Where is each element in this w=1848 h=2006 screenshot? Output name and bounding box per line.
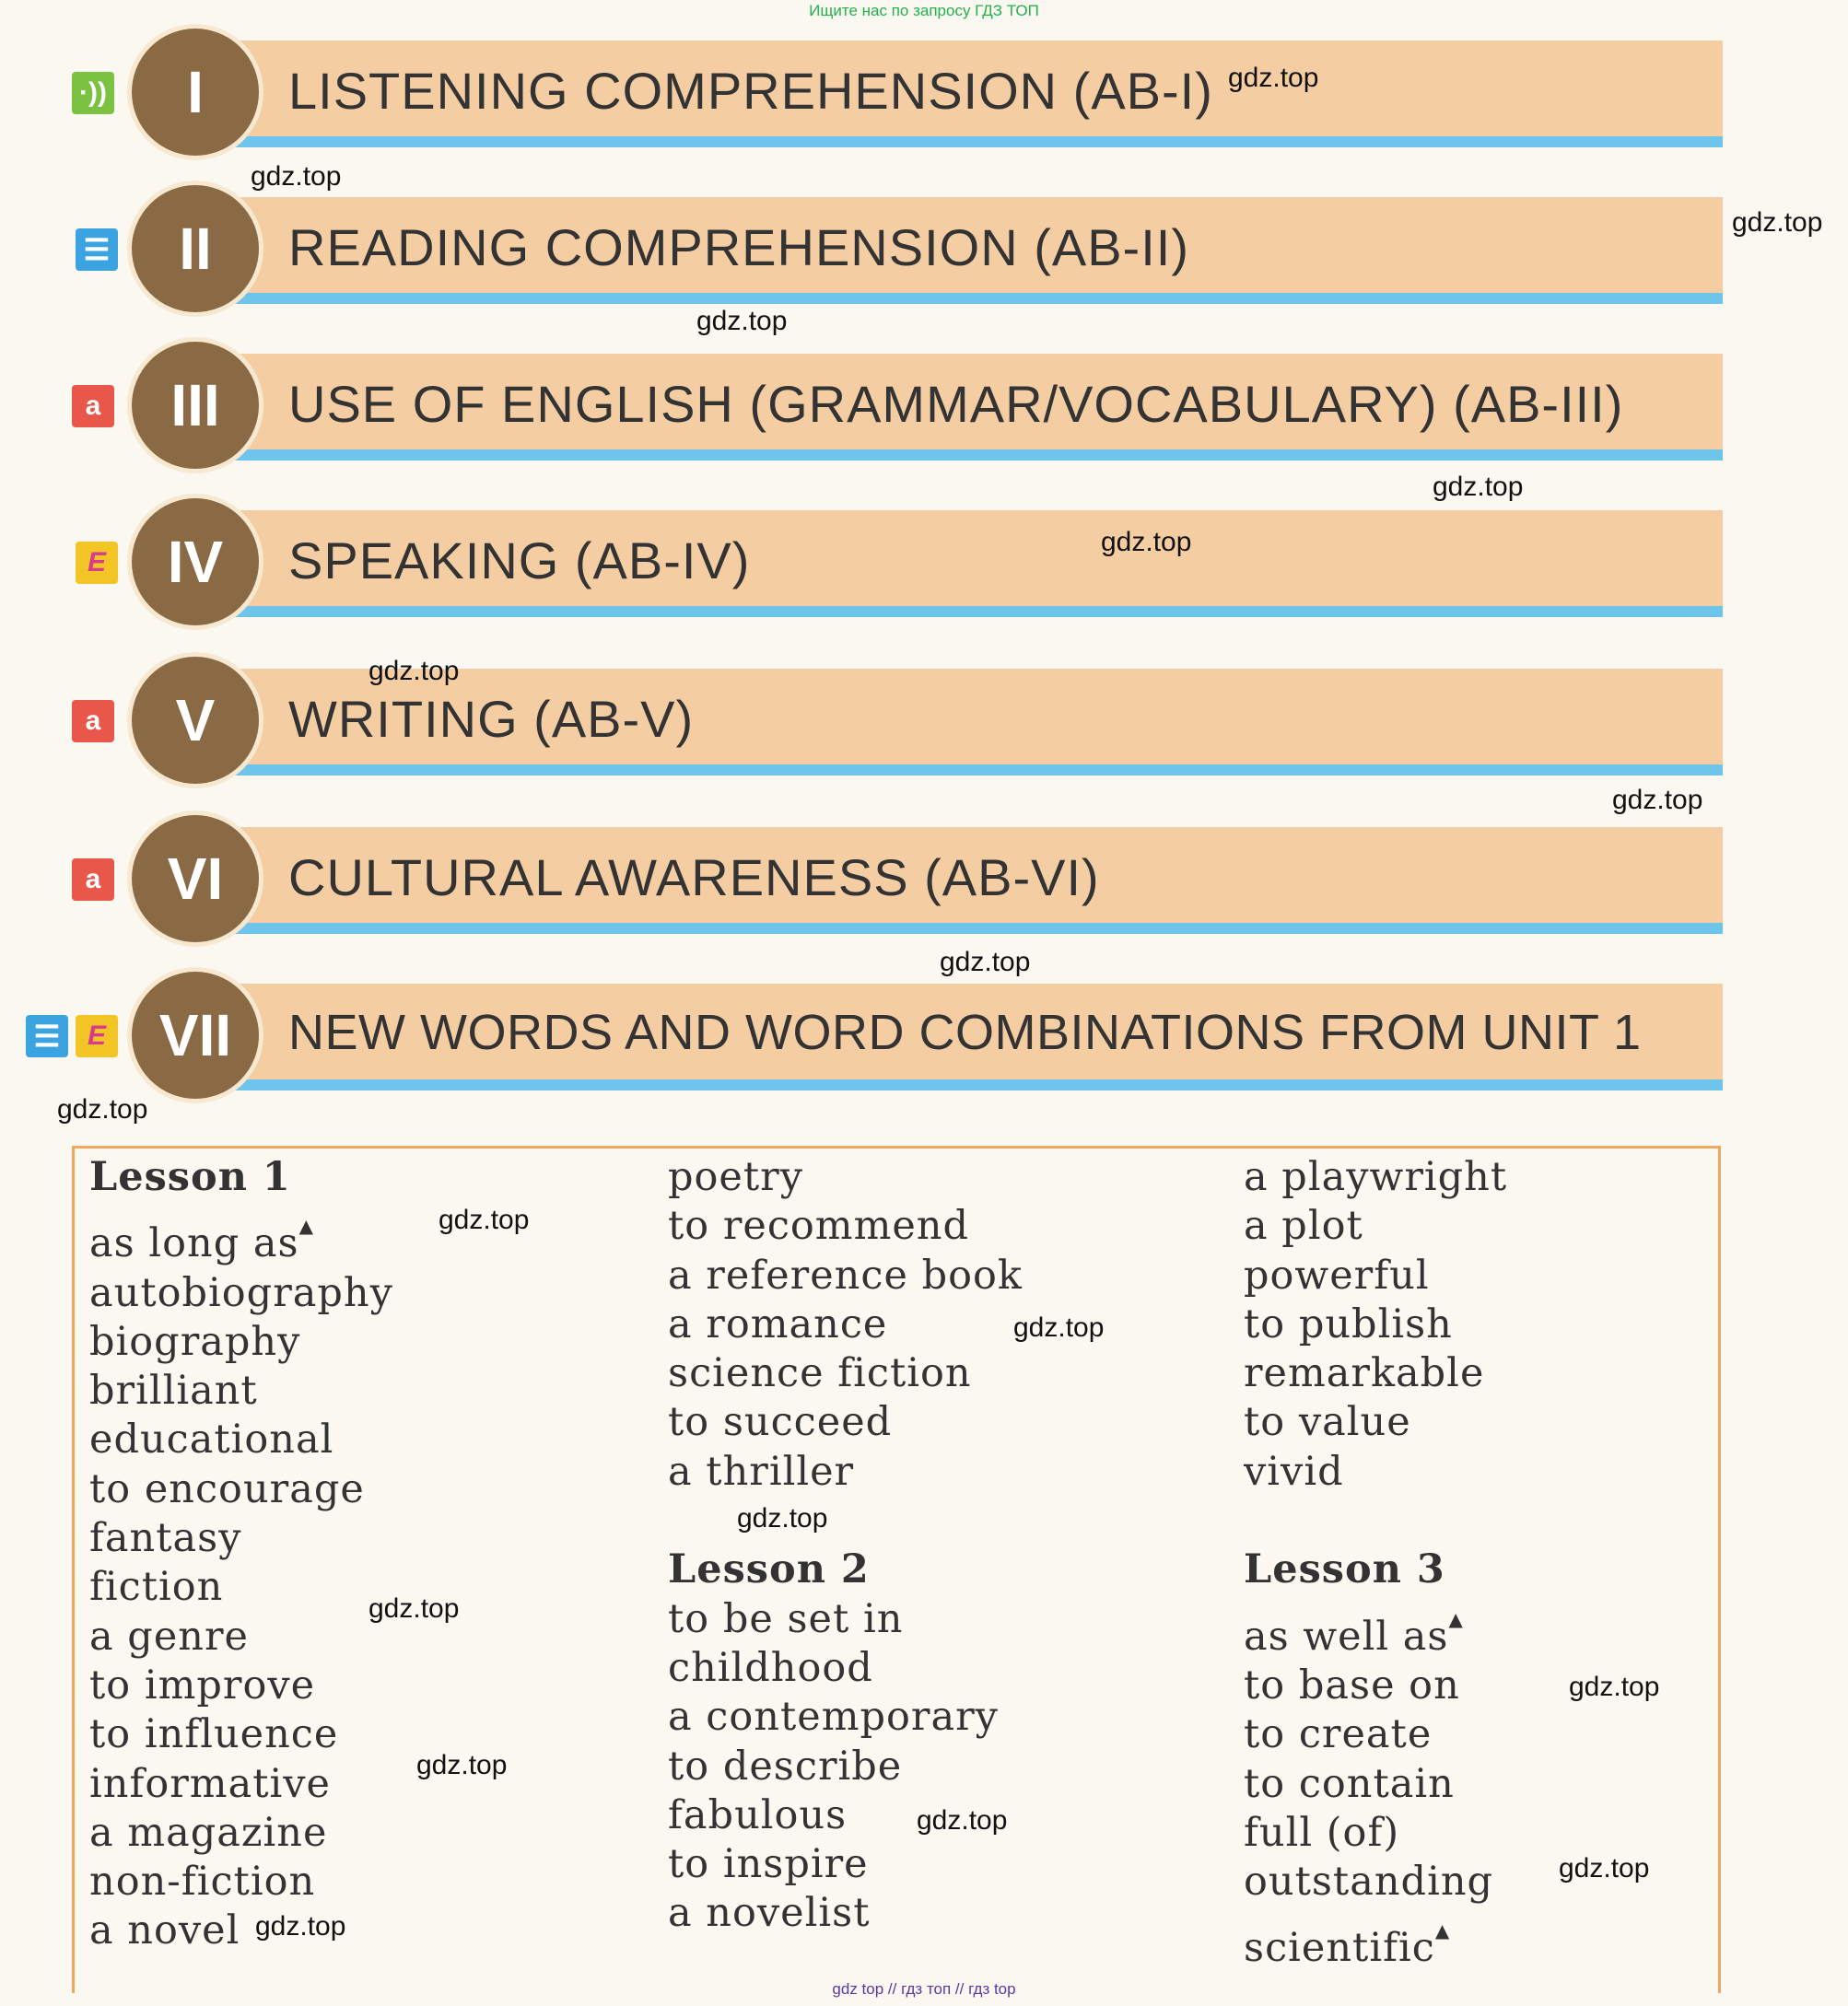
- word-text: scientific: [1244, 1925, 1435, 1972]
- e-icon: E: [76, 1015, 118, 1057]
- watermark: gdz.top: [940, 947, 1031, 977]
- wordlist-column-1: [89, 1153, 393, 1956]
- section-numeral: VI: [127, 811, 263, 947]
- marker-icon: ▲: [298, 1215, 314, 1238]
- watermark: gdz.top: [696, 306, 788, 336]
- word-item: non-fiction: [89, 1859, 316, 1906]
- watermark: gdz.top: [1101, 527, 1192, 557]
- word-item: to publish: [1244, 1300, 1453, 1347]
- word-text: as long as: [89, 1220, 299, 1267]
- marker-icon: ▲: [1448, 1607, 1464, 1630]
- word-item: science fiction: [668, 1350, 972, 1397]
- audio-icon: ·)): [72, 72, 114, 114]
- section-stripe: [221, 764, 1723, 776]
- section-title: CULTURAL AWARENESS (AB-VI): [288, 848, 1100, 906]
- section-stripe: [221, 923, 1723, 934]
- lesson-heading: Lesson 1: [89, 1154, 291, 1200]
- watermark: gdz.top: [1228, 63, 1319, 93]
- word-item: a romance: [668, 1300, 888, 1347]
- activity-book-icon: a: [72, 700, 114, 742]
- word-item: fantasy: [89, 1515, 242, 1562]
- word-item: fiction: [89, 1564, 224, 1611]
- word-item: to create: [1244, 1711, 1433, 1758]
- reading-icon: ☰: [26, 1015, 68, 1057]
- reading-icon: ☰: [76, 228, 118, 271]
- word-item: a novel: [89, 1907, 240, 1954]
- watermark: gdz.top: [1612, 785, 1703, 815]
- word-item: biography: [89, 1318, 301, 1365]
- section-stripe: [221, 449, 1723, 461]
- word-item: autobiography: [89, 1269, 393, 1316]
- word-item: to inspire: [668, 1841, 869, 1888]
- section-listening: [0, 24, 1732, 162]
- watermark: gdz.top: [1569, 1672, 1660, 1702]
- word-item: powerful: [1244, 1252, 1430, 1299]
- lesson-heading: Lesson 2: [668, 1546, 870, 1593]
- bottom-banner: gdz top // гдз топ // гдз top: [832, 1980, 1016, 1998]
- word-item: to improve: [89, 1662, 316, 1709]
- word-item: a plot: [1244, 1203, 1363, 1250]
- section-cultural-awareness: [0, 811, 1732, 949]
- top-banner: Ищите нас по запросу ГДЗ ТОП: [809, 2, 1039, 19]
- section-writing: [0, 652, 1732, 790]
- lesson-heading: Lesson 3: [1244, 1546, 1445, 1593]
- word-item: poetry: [668, 1154, 803, 1200]
- watermark: gdz.top: [1013, 1312, 1105, 1343]
- word-item: a genre: [89, 1613, 249, 1660]
- watermark: gdz.top: [917, 1805, 1008, 1836]
- word-item: to encourage: [89, 1465, 365, 1512]
- word-item: informative: [89, 1760, 331, 1807]
- word-item: outstanding: [1244, 1859, 1494, 1906]
- section-title: READING COMPREHENSION (AB-II): [288, 218, 1189, 276]
- word-item: a magazine: [89, 1809, 328, 1856]
- word-item: fabulous: [668, 1791, 848, 1838]
- section-title: USE OF ENGLISH (GRAMMAR/VOCABULARY) (AB-III): [288, 375, 1624, 433]
- word-item: a reference book: [668, 1252, 1023, 1299]
- section-speaking: [0, 494, 1732, 632]
- word-item: full (of): [1244, 1809, 1400, 1856]
- word-item: to influence: [89, 1711, 339, 1758]
- word-item: a contemporary: [668, 1694, 999, 1741]
- watermark: gdz.top: [251, 161, 342, 192]
- marker-icon: ▲: [1434, 1919, 1451, 1942]
- activity-book-icon: a: [72, 858, 114, 901]
- wordlist-column-3: [1244, 1153, 1507, 1974]
- word-item: educational: [89, 1417, 334, 1464]
- word-item: a thriller: [668, 1448, 855, 1495]
- word-item: childhood: [668, 1644, 873, 1691]
- word-item: [1244, 1595, 1507, 1662]
- e-icon: E: [76, 542, 118, 584]
- watermark: gdz.top: [416, 1750, 508, 1780]
- section-numeral: II: [127, 181, 263, 317]
- watermark: gdz.top: [368, 656, 460, 686]
- section-numeral: IV: [127, 494, 263, 630]
- section-stripe: [221, 293, 1723, 304]
- section-numeral: III: [127, 337, 263, 473]
- watermark: gdz.top: [1559, 1853, 1650, 1884]
- word-item: to describe: [668, 1743, 903, 1790]
- section-numeral: V: [127, 652, 263, 788]
- section-new-words: [0, 967, 1732, 1105]
- word-item: to succeed: [668, 1399, 893, 1446]
- watermark: gdz.top: [1732, 207, 1823, 238]
- word-item: vivid: [1244, 1448, 1344, 1495]
- section-numeral: VII: [127, 967, 263, 1103]
- word-item: [1244, 1907, 1507, 1973]
- section-title: WRITING (AB-V): [288, 690, 695, 748]
- word-text: as well as: [1244, 1613, 1449, 1660]
- word-item: brilliant: [89, 1368, 258, 1415]
- word-item: to base on: [1244, 1662, 1460, 1709]
- watermark: gdz.top: [368, 1593, 460, 1624]
- word-item: to recommend: [668, 1203, 970, 1250]
- word-item: to value: [1244, 1399, 1411, 1446]
- activity-book-icon: a: [72, 385, 114, 427]
- word-item: a novelist: [668, 1890, 871, 1937]
- watermark: gdz.top: [255, 1911, 346, 1942]
- section-stripe: [221, 1079, 1723, 1090]
- word-item: [89, 1202, 393, 1268]
- section-title: SPEAKING (AB-IV): [288, 531, 751, 589]
- watermark: gdz.top: [737, 1503, 828, 1534]
- watermark: gdz.top: [57, 1094, 148, 1125]
- section-stripe: [221, 136, 1723, 147]
- section-reading: [0, 181, 1732, 319]
- watermark: gdz.top: [439, 1205, 530, 1235]
- word-item: a playwright: [1244, 1154, 1508, 1200]
- section-stripe: [221, 606, 1723, 617]
- section-title: NEW WORDS AND WORD COMBINATIONS FROM UNIT 1: [288, 1005, 1642, 1060]
- word-item: to be set in: [668, 1595, 904, 1642]
- watermark: gdz.top: [1433, 472, 1524, 502]
- word-item: remarkable: [1244, 1350, 1485, 1397]
- section-title: LISTENING COMPREHENSION (AB-I): [288, 62, 1213, 120]
- section-use-of-english: [0, 337, 1732, 475]
- word-item: to contain: [1244, 1760, 1455, 1807]
- section-numeral: I: [127, 24, 263, 160]
